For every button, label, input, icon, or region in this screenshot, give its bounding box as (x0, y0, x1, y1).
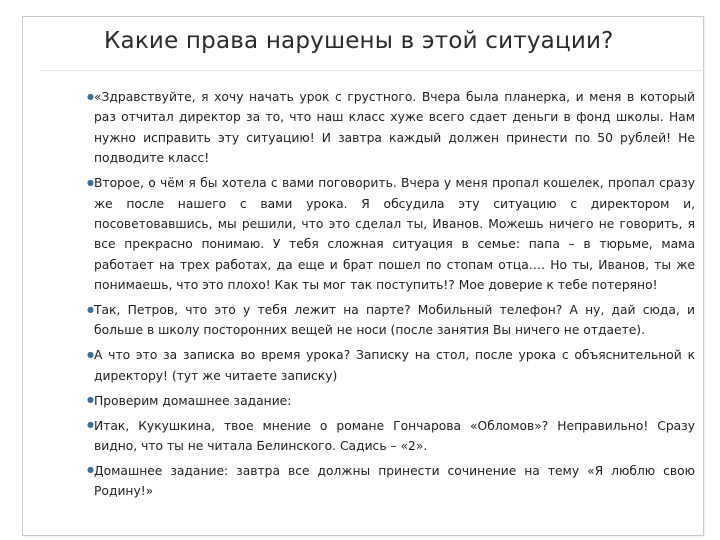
bullet-icon: ● (87, 349, 94, 359)
bullet-icon: ● (87, 177, 94, 187)
bullet-icon: ● (87, 91, 94, 101)
bullet-text-3: Так, Петров, что это у тебя лежит на парте? Мобильный телефон? А ну, дай сюда, и больше в школу посторонних вещей не носи (после занятия Вы ничего не отдаете). (94, 303, 695, 338)
bullet-icon: ● (87, 420, 94, 430)
bullet-item-3 (87, 300, 695, 341)
bullet-item-2 (87, 173, 695, 295)
bullet-text-1: «Здравствуйте, я хочу начать урок с грустного. Вчера была планерка, и меня в который раз отчитал директор за то, что наш класс хуже всего сдает деньги в фонд школы. Нам нужно исправить эту ситуацию! И завтра каждый должен принести по 50 рублей! Не подводите класс! (94, 90, 695, 166)
bullet-item-5 (87, 391, 695, 411)
slide-content-list (87, 87, 695, 506)
bullet-item-1 (87, 87, 695, 169)
slide-title: Какие права нарушены в этой ситуации? (104, 28, 614, 54)
bullet-text-6: Итак, Кукушкина, твое мнение о романе Гончарова «Обломов»? Неправильно! Сразу видно, что ты не читала Белинского. Садись – «2». (94, 418, 695, 453)
bullet-icon: ● (87, 304, 94, 314)
bullet-icon: ● (87, 465, 94, 475)
bullet-text-5: Проверим домашнее задание: (94, 393, 292, 408)
bullet-item-4 (87, 345, 695, 386)
bullet-text-7: Домашнее задание: завтра все должны принести сочинение на тему «Я люблю свою Родину!» (94, 463, 695, 499)
title-divider (40, 70, 704, 71)
bullet-item-6 (87, 416, 695, 457)
bullet-text-2: Второе, о чём я бы хотела с вами поговорить. Вчера у меня пропал кошелек, пропал сразу же после нашего с вами урока. Я обсудила эту ситуацию с директором и, посоветовавшись, мы решили, что это сделал ты, Иванов. Можешь ничего не говорить, я все прекрасно понимаю. У тебя сложная ситуация в семье: папа – в тюрьме, мама работает на трех работах, да еще и брат пошел по стопам отца…. Но ты, Иванов, ты же понимаешь, что это плохо! Как ты мог так поступить!? Мое доверие к тебе потеряно! (94, 176, 695, 293)
bullet-icon: ● (87, 395, 94, 405)
bullet-text-4: А что это за записка во время урока? Записку на стол, после урока с объяснительной к директору! (тут же читаете записку) (94, 348, 695, 383)
bullet-item-7 (87, 461, 695, 502)
